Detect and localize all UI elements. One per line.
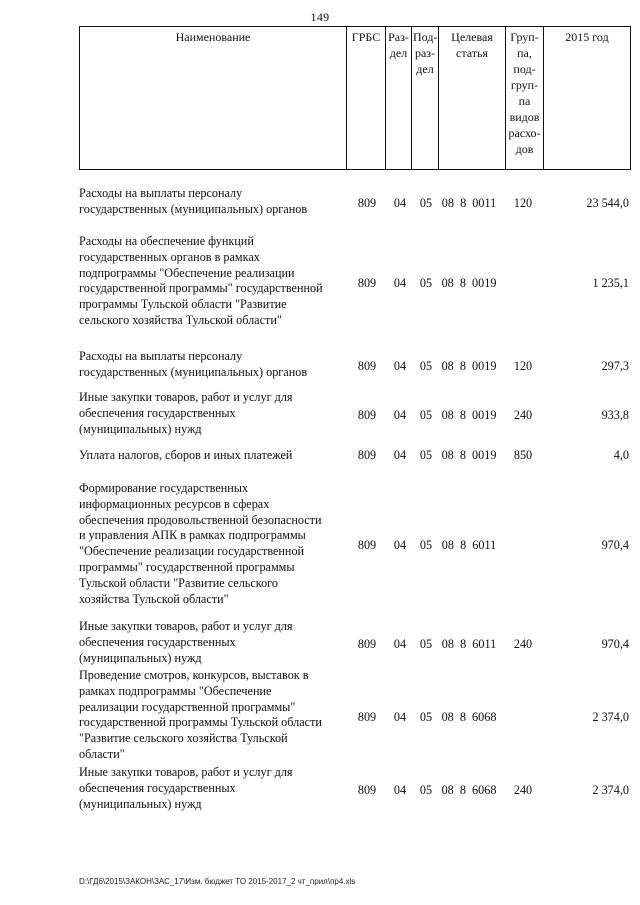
cell-target: 08 8 6011: [441, 538, 497, 552]
cell-podrazdel: 05: [419, 448, 433, 462]
table-row: [79, 619, 630, 666]
row-name-line: Иные закупки товаров, работ и услуг для: [79, 390, 293, 404]
row-name-line: обеспечения государственных: [79, 634, 236, 649]
row-name-line: (муниципальных) нужд: [79, 650, 202, 665]
header-grbs: ГРБС: [347, 27, 386, 170]
cell-grbs: 809: [357, 538, 377, 552]
cell-group: 240: [513, 637, 533, 651]
cell-amount: 970,4: [601, 538, 629, 552]
row-name-line: Уплата налогов, сборов и иных платежей: [79, 448, 293, 462]
cell-podrazdel: 05: [419, 276, 433, 290]
header-group: Груп- па, под- груп- па видов расхо- дов: [506, 27, 544, 170]
cell-amount: 933,8: [601, 408, 629, 422]
table-row: [79, 234, 630, 329]
cell-group: 240: [513, 783, 533, 797]
cell-amount: 2 374,0: [592, 783, 629, 797]
cell-amount: 2 374,0: [592, 710, 629, 724]
cell-razdel: 04: [393, 637, 407, 651]
cell-razdel: 04: [393, 408, 407, 422]
header-podrazdel: Под- раз- дел: [412, 27, 439, 170]
row-name-line: государственных (муниципальных) органов: [79, 364, 308, 379]
row-name-line: программы Тульской области "Развитие: [79, 297, 287, 312]
row-name-line: "Развитие сельского хозяйства Тульской: [79, 731, 288, 746]
cell-podrazdel: 05: [419, 408, 433, 422]
cell-razdel: 04: [393, 783, 407, 797]
cell-amount: 970,4: [601, 637, 629, 651]
table-row: [79, 186, 630, 218]
row-name-line: Проведение смотров, конкурсов, выставок в: [79, 668, 309, 682]
row-name-line: информационных ресурсов в сферах: [79, 496, 270, 511]
row-name-line: Иные закупки товаров, работ и услуг для: [79, 619, 293, 633]
row-name: [79, 448, 339, 464]
cell-target: 08 8 0019: [441, 408, 497, 422]
row-name-line: обеспечения продовольственной безопасности: [79, 512, 322, 527]
row-name-line: реализации государственной программы": [79, 699, 296, 714]
cell-target: 08 8 6068: [441, 710, 497, 724]
row-name-line: "Обеспечение реализации государственной: [79, 544, 305, 559]
cell-target: 08 8 0011: [441, 196, 497, 210]
row-name-line: государственных (муниципальных) органов: [79, 201, 308, 216]
cell-amount: 4,0: [613, 448, 629, 462]
row-name-line: рамках подпрограммы "Обеспечение: [79, 683, 272, 698]
cell-group: 850: [513, 448, 533, 462]
cell-podrazdel: 05: [419, 359, 433, 373]
cell-group: 120: [513, 359, 533, 373]
row-name-line: Иные закупки товаров, работ и услуг для: [79, 765, 293, 779]
table-header: [79, 26, 631, 170]
cell-razdel: 04: [393, 538, 407, 552]
row-name-line: подпрограммы "Обеспечение реализации: [79, 265, 295, 280]
row-name-line: (муниципальных) нужд: [79, 421, 202, 436]
row-name-line: государственной программы" государственной: [79, 281, 323, 296]
cell-razdel: 04: [393, 196, 407, 210]
row-name: [79, 765, 339, 812]
row-name-line: государственной программы Тульской области: [79, 715, 322, 730]
row-name-line: программы" государственной программы: [79, 559, 295, 574]
cell-amount: 1 235,1: [592, 276, 629, 290]
row-name-line: сельского хозяйства Тульской области": [79, 312, 282, 327]
table-row: [79, 668, 630, 763]
row-name-line: обеспечения государственных: [79, 780, 236, 795]
cell-target: 08 8 6011: [441, 637, 497, 651]
cell-grbs: 809: [357, 408, 377, 422]
row-name-line: хозяйства Тульской области": [79, 591, 229, 606]
table-row: [79, 481, 630, 607]
row-name-line: Расходы на выплаты персоналу: [79, 186, 243, 200]
cell-razdel: 04: [393, 710, 407, 724]
header-year: 2015 год: [544, 27, 631, 170]
row-name: [79, 390, 339, 437]
cell-grbs: 809: [357, 196, 377, 210]
cell-amount: 297,3: [601, 359, 629, 373]
cell-target: 08 8 0019: [441, 276, 497, 290]
cell-grbs: 809: [357, 359, 377, 373]
row-name-line: Формирование государственных: [79, 481, 249, 495]
row-name-line: Тульской области "Развитие сельского: [79, 575, 278, 590]
table-row: [79, 349, 630, 381]
header-razdel: Раз- дел: [386, 27, 412, 170]
cell-target: 08 8 0019: [441, 448, 497, 462]
header-target: Целевая статья: [439, 27, 506, 170]
cell-amount: 23 544,0: [586, 196, 629, 210]
cell-target: 08 8 6068: [441, 783, 497, 797]
cell-grbs: 809: [357, 783, 377, 797]
row-name: [79, 619, 339, 666]
cell-podrazdel: 05: [419, 783, 433, 797]
cell-razdel: 04: [393, 359, 407, 373]
cell-group: 120: [513, 196, 533, 210]
row-name-line: Расходы на обеспечение функций: [79, 234, 254, 248]
row-name: [79, 186, 339, 218]
row-name-line: обеспечения государственных: [79, 405, 236, 420]
row-name-line: (муниципальных) нужд: [79, 796, 202, 811]
cell-podrazdel: 05: [419, 196, 433, 210]
row-name: [79, 668, 339, 763]
cell-grbs: 809: [357, 710, 377, 724]
cell-target: 08 8 0019: [441, 359, 497, 373]
cell-group: 240: [513, 408, 533, 422]
cell-grbs: 809: [357, 448, 377, 462]
table-row: [79, 390, 630, 437]
row-name-line: и управления АПК в рамках подпрограммы: [79, 528, 306, 543]
cell-grbs: 809: [357, 276, 377, 290]
page-number: 149: [310, 10, 330, 24]
cell-grbs: 809: [357, 637, 377, 651]
cell-podrazdel: 05: [419, 538, 433, 552]
cell-razdel: 04: [393, 448, 407, 462]
footer-file-path: D:\ГД6\2015\ЗАКОН\ЗАС_17\Изм. бюджет ТО 2015-2017_2 чт_прил\пр4.xls: [79, 877, 356, 886]
cell-podrazdel: 05: [419, 710, 433, 724]
table-row: [79, 448, 630, 464]
row-name: [79, 349, 339, 381]
row-name: [79, 481, 339, 607]
cell-razdel: 04: [393, 276, 407, 290]
cell-podrazdel: 05: [419, 637, 433, 651]
header-name: Наименование: [80, 27, 347, 170]
row-name-line: Расходы на выплаты персоналу: [79, 349, 243, 363]
table-row: [79, 765, 630, 812]
row-name-line: области": [79, 746, 125, 761]
row-name: [79, 234, 339, 329]
row-name-line: государственных органов в рамках: [79, 249, 260, 264]
